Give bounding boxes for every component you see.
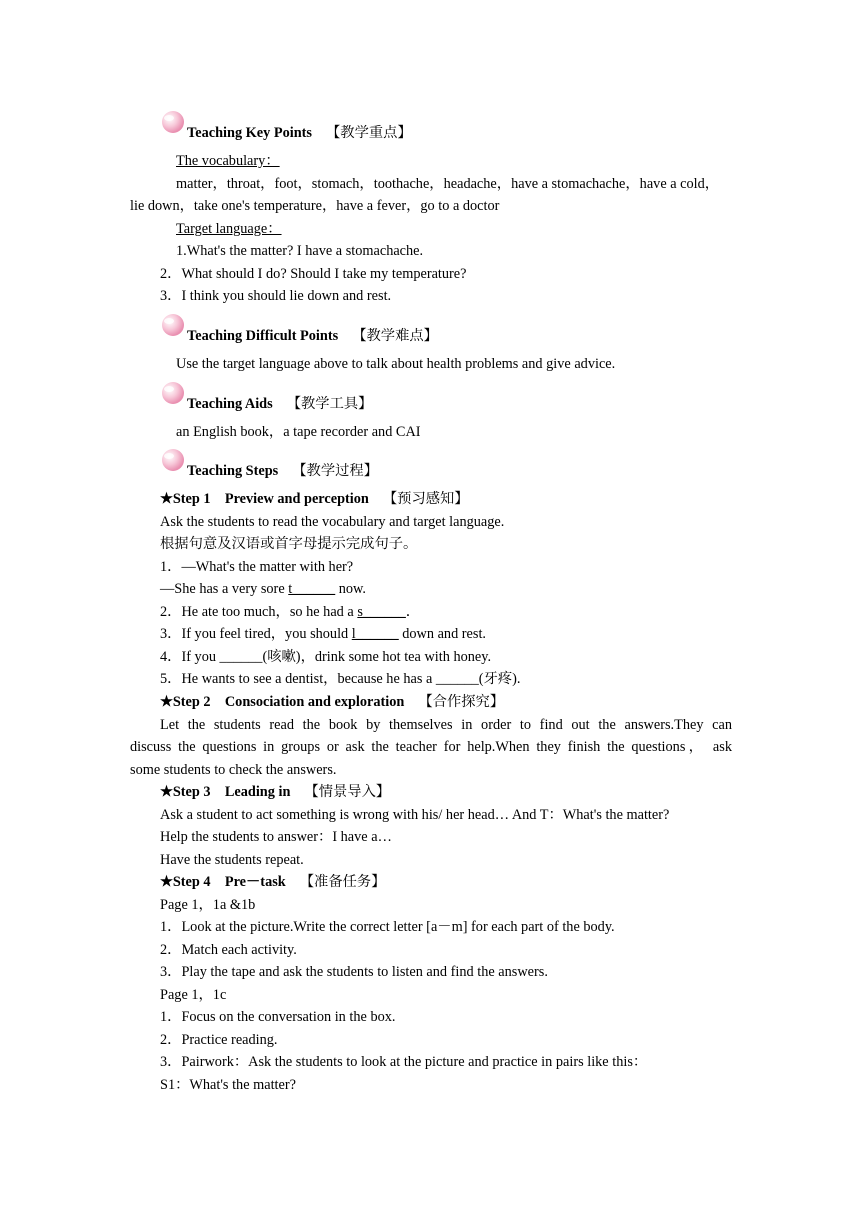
- step-3-line-2: Help the students to answer：I have a…: [160, 829, 392, 845]
- step-title-text: ★Step 1 Preview and perception: [160, 491, 369, 507]
- question-1a: 1．—What's the matter with her?: [160, 559, 354, 575]
- heading-cn: 【教学过程】: [292, 463, 379, 479]
- step-3-title: [160, 783, 764, 801]
- pink-circle-bullet-icon: [158, 311, 188, 341]
- step-2-title: [160, 693, 764, 711]
- vocab-line-2: lie down，take one's temperature，have a fever，go to a doctor: [130, 198, 500, 214]
- target-label: Target language：: [176, 221, 282, 237]
- vocab-label: The vocabulary：: [176, 153, 280, 169]
- section-heading-steps: [187, 462, 791, 480]
- step-1-line-1: Ask the students to read the vocabulary and target language.: [160, 514, 505, 530]
- heading-text: Teaching Key Points: [187, 125, 312, 141]
- heading-text: Teaching Steps: [187, 463, 279, 479]
- heading-cn: 【教学难点】: [352, 328, 438, 344]
- step-4-line-3: 2．Match each activity.: [160, 942, 297, 958]
- pink-circle-bullet-icon: [158, 379, 188, 409]
- step-title-cn: 【情景导入】: [304, 784, 391, 800]
- pink-circle-bullet-icon: [158, 446, 188, 476]
- step-title-cn: 【准备任务】: [299, 874, 386, 890]
- step-2-paragraph-line-3: some students to check the answers.: [130, 762, 337, 778]
- step-4-line-7: 2．Practice reading.: [160, 1032, 278, 1048]
- section-heading-difficult-points: [187, 327, 791, 345]
- question-3: [160, 625, 764, 643]
- step-title-text: ★Step 3 Leading in: [160, 784, 291, 800]
- aids-text: an English book，a tape recorder and CAI: [176, 424, 421, 440]
- answer-blank: l______: [351, 626, 399, 642]
- question-text: ．: [405, 604, 421, 620]
- heading-cn: 【教学工具】: [286, 396, 373, 412]
- step-1-title: [160, 490, 764, 508]
- pink-circle-bullet-icon: [158, 108, 188, 138]
- step-2-paragraph-line-1: Let the students read the book by themselves in order to find out the answers.They can: [160, 717, 732, 733]
- step-1-line-2: 根据句意及汉语或首字母提示完成句子。: [160, 536, 418, 552]
- target-item-3: 3．I think you should lie down and rest.: [160, 288, 392, 304]
- heading-text: Teaching Difficult Points: [187, 328, 339, 344]
- step-title-text: ★Step 4 Pre－task: [160, 874, 286, 890]
- question-text: 3．If you feel tired，you should: [160, 626, 352, 642]
- answer-blank: t______: [288, 581, 336, 597]
- step-2-paragraph-line-2: discuss the questions in groups or ask the teacher for help.When they finish the questions， ask: [130, 739, 732, 755]
- section-heading-aids: [187, 395, 791, 413]
- step-3-line-3: Have the students repeat.: [160, 852, 304, 868]
- vocab-line-1: matter，throat，foot，stomach，toothache，headache，have a stomachache，have a cold，: [176, 176, 720, 192]
- section-heading-key-points: [187, 124, 791, 142]
- question-text: —She has a very sore: [160, 581, 289, 597]
- step-3-line-1: Ask a student to act something is wrong with his/ her head… And T：What's the matter?: [160, 807, 670, 823]
- heading-cn: 【教学重点】: [325, 125, 412, 141]
- difficult-points-text: Use the target language above to talk about health problems and give advice.: [176, 356, 616, 372]
- question-text: now.: [335, 581, 366, 597]
- step-4-line-9: S1：What's the matter?: [160, 1077, 296, 1093]
- question-text: 2．He ate too much，so he had a: [160, 604, 358, 620]
- answer-blank: s______: [357, 604, 406, 620]
- step-4-line-2: 1．Look at the picture.Write the correct letter [a－m] for each part of the body.: [160, 919, 615, 935]
- heading-text: Teaching Aids: [187, 396, 273, 412]
- question-1b: [160, 580, 764, 598]
- step-title-cn: 【预习感知】: [382, 491, 469, 507]
- step-4-line-4: 3．Play the tape and ask the students to listen and find the answers.: [160, 964, 548, 980]
- question-4: 4．If you ______(咳嗽)，drink some hot tea with honey.: [160, 649, 492, 665]
- target-item-2: 2．What should I do? Should I take my temperature?: [160, 266, 467, 282]
- step-4-line-5: Page 1，1c: [160, 987, 227, 1003]
- step-4-line-6: 1．Focus on the conversation in the box.: [160, 1009, 396, 1025]
- question-2: [160, 603, 764, 621]
- target-item-1: 1.What's the matter? I have a stomachache.: [176, 243, 424, 259]
- step-title-cn: 【合作探究】: [418, 694, 505, 710]
- question-text: down and rest.: [398, 626, 487, 642]
- step-4-title: [160, 873, 764, 891]
- step-4-line-1: Page 1，1a &1b: [160, 897, 256, 913]
- question-5: 5．He wants to see a dentist，because he has a ______(牙疼).: [160, 671, 521, 687]
- step-4-line-8: 3．Pairwork：Ask the students to look at the picture and practice in pairs like this：: [160, 1054, 648, 1070]
- step-title-text: ★Step 2 Consociation and exploration: [160, 694, 405, 710]
